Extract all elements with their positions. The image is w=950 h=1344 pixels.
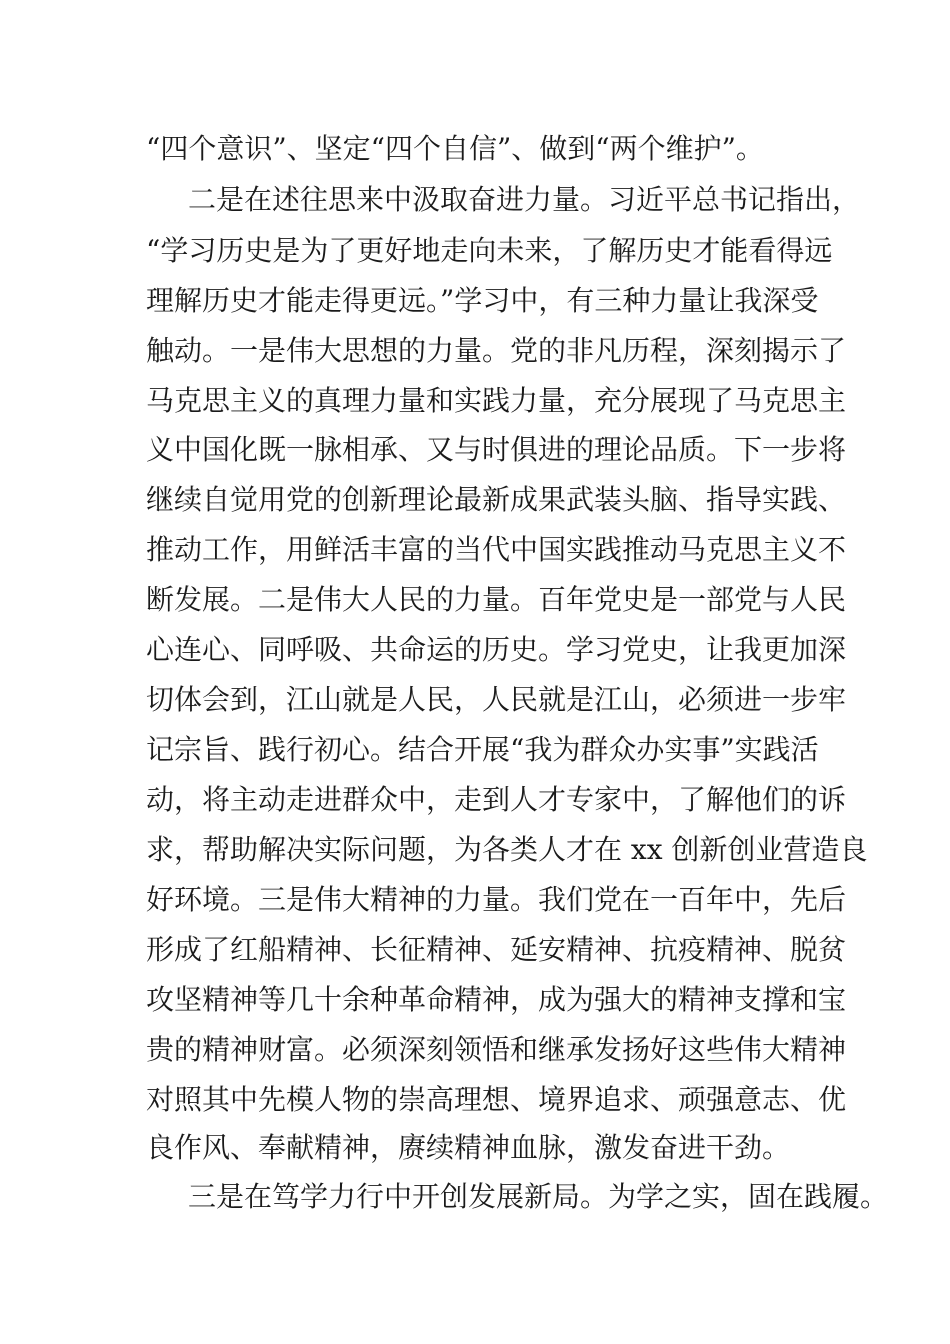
text-line-16: 好环境。三是伟大精神的力量。我们党在一百年中，先后 — [146, 883, 847, 916]
text-line-5: 触动。一是伟大思想的力量。党的非凡历程，深刻揭示了 — [146, 334, 847, 367]
text-line-8: 继续自觉用党的创新理论最新成果武装头脑、指导实践、 — [146, 483, 847, 516]
text-line-12: 切体会到，江山就是人民，人民就是江山，必须进一步牢 — [146, 683, 847, 716]
paragraph-start-line: 二是在述往思来中汲取奋进力量。习近平总书记指出， — [188, 183, 861, 216]
text-line-14: 动，将主动走进群众中，走到人才专家中，了解他们的诉 — [146, 783, 847, 816]
text-line-20: 对照其中先模人物的崇高理想、境界追求、顽强意志、优 — [146, 1083, 847, 1116]
text-line-17: 形成了红船精神、长征精神、延安精神、抗疫精神、脱贫 — [146, 933, 847, 966]
text-line-1: “四个意识”、坚定“四个自信”、做到“两个维护”。 — [146, 132, 764, 165]
text-line-15: 求，帮助解决实际问题，为各类人才在 xx 创新创业营造良 — [146, 833, 868, 866]
text-line-13: 记宗旨、践行初心。结合开展“我为群众办实事”实践活 — [146, 733, 819, 766]
paragraph-start-line: 三是在笃学力行中开创发展新局。为学之实，固在践履。 — [188, 1180, 889, 1213]
text-line-9: 推动工作，用鲜活丰富的当代中国实践推动马克思主义不 — [146, 533, 847, 566]
text-line-11: 心连心、同呼吸、共命运的历史。学习党史，让我更加深 — [146, 633, 847, 666]
text-line-21: 良作风、奉献精神，赓续精神血脉，激发奋进干劲。 — [146, 1131, 791, 1164]
text-line-7: 义中国化既一脉相承、又与时俱进的理论品质。下一步将 — [146, 433, 847, 466]
text-line-3: “学习历史是为了更好地走向未来，了解历史才能看得远 — [146, 234, 833, 267]
text-line-4: 理解历史才能走得更远。”学习中，有三种力量让我深受 — [146, 284, 819, 317]
text-line-6: 马克思主义的真理力量和实践力量，充分展现了马克思主 — [146, 384, 847, 417]
text-line-18: 攻坚精神等几十余种革命精神，成为强大的精神支撑和宝 — [146, 983, 847, 1016]
text-line-10: 断发展。二是伟大人民的力量。百年党史是一部党与人民 — [146, 583, 847, 616]
text-line-19: 贵的精神财富。必须深刻领悟和继承发扬好这些伟大精神 — [146, 1033, 847, 1066]
